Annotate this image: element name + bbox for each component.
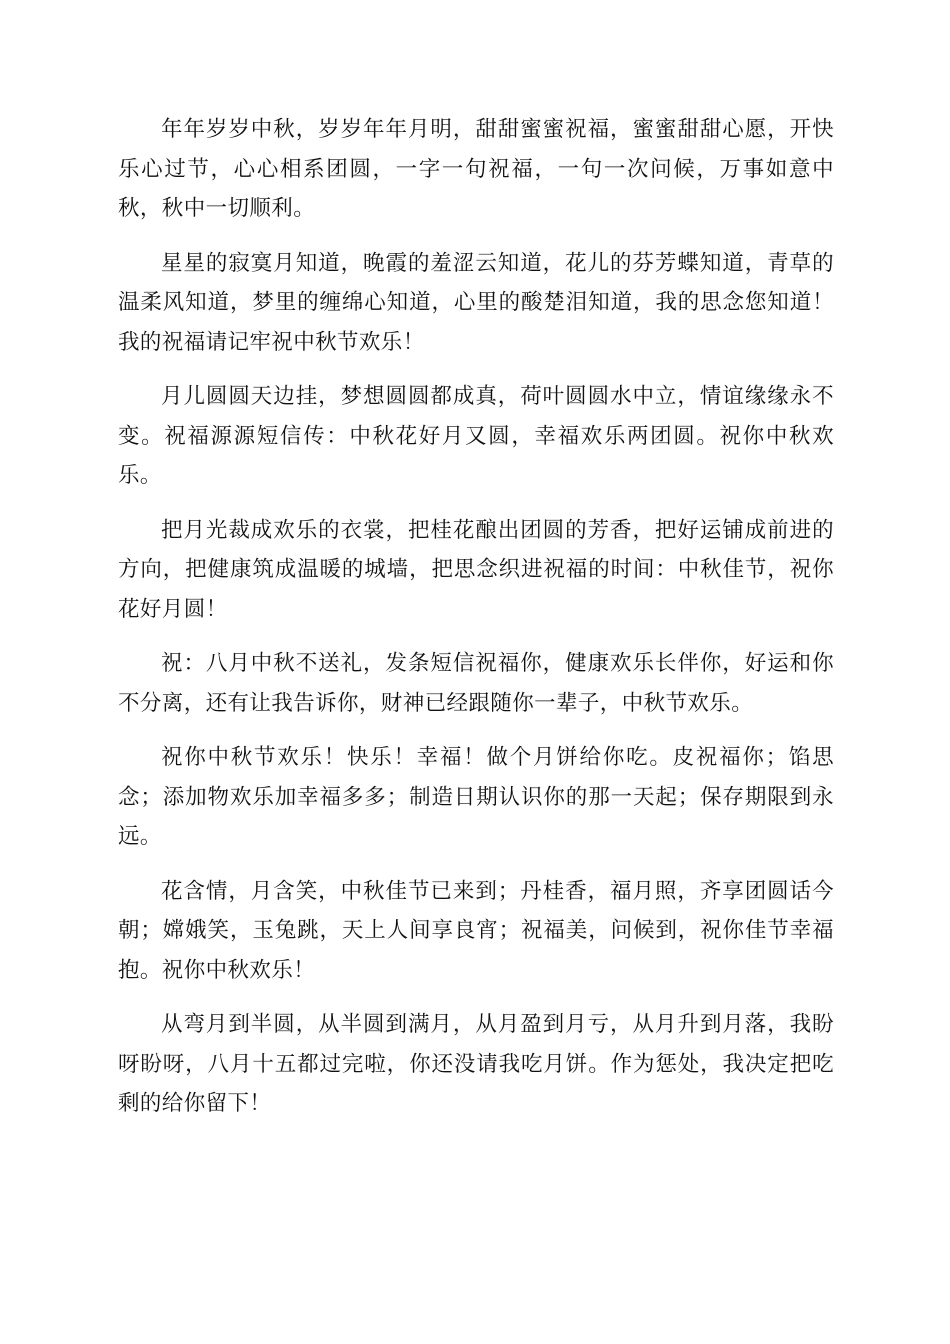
document-body xyxy=(118,110,834,1139)
paragraph-3: 月儿圆圆天边挂，梦想圆圆都成真，荷叶圆圆水中立，情谊缘缘永不变。祝福源源短信传：中秋花好月又圆，幸福欢乐两团圆。祝你中秋欢乐。 xyxy=(118,384,834,488)
paragraph-4: 把月光裁成欢乐的衣裳，把桂花酿出团圆的芳香，把好运铺成前进的方向，把健康筑成温暖的城墙，把思念织进祝福的时间：中秋佳节，祝你花好月圆！ xyxy=(118,517,834,622)
paragraph-5: 祝：八月中秋不送礼，发条短信祝福你，健康欢乐长伴你，好运和你不分离，还有让我告诉你，财神已经跟随你一辈子，中秋节欢乐。 xyxy=(118,651,834,716)
paragraph-1: 年年岁岁中秋，岁岁年年月明，甜甜蜜蜜祝福，蜜蜜甜甜心愿，开快乐心过节，心心相系团圆，一字一句祝福，一句一次问候，万事如意中秋，秋中一切顺利。 xyxy=(118,117,834,221)
paragraph-6: 祝你中秋节欢乐！快乐！幸福！做个月饼给你吃。皮祝福你；馅思念；添加物欢乐加幸福多多；制造日期认识你的那一天起；保存期限到永远。 xyxy=(118,745,834,849)
paragraph-2: 星星的寂寞月知道，晚霞的羞涩云知道，花儿的芬芳蝶知道，青草的温柔风知道，梦里的缠绵心知道，心里的酸楚泪知道，我的思念您知道！我的祝福请记牢祝中秋节欢乐！ xyxy=(118,250,834,355)
paragraph-8: 从弯月到半圆，从半圆到满月，从月盈到月亏，从月升到月落，我盼呀盼呀，八月十五都过完啦，你还没请我吃月饼。作为惩处，我决定把吃剩的给你留下！ xyxy=(118,1012,834,1116)
paragraph-7: 花含情，月含笑，中秋佳节已来到；丹桂香，福月照，齐享团圆话今朝；嫦娥笑，玉兔跳，天上人间享良宵；祝福美，问候到，祝你佳节幸福抱。祝你中秋欢乐！ xyxy=(118,878,834,983)
